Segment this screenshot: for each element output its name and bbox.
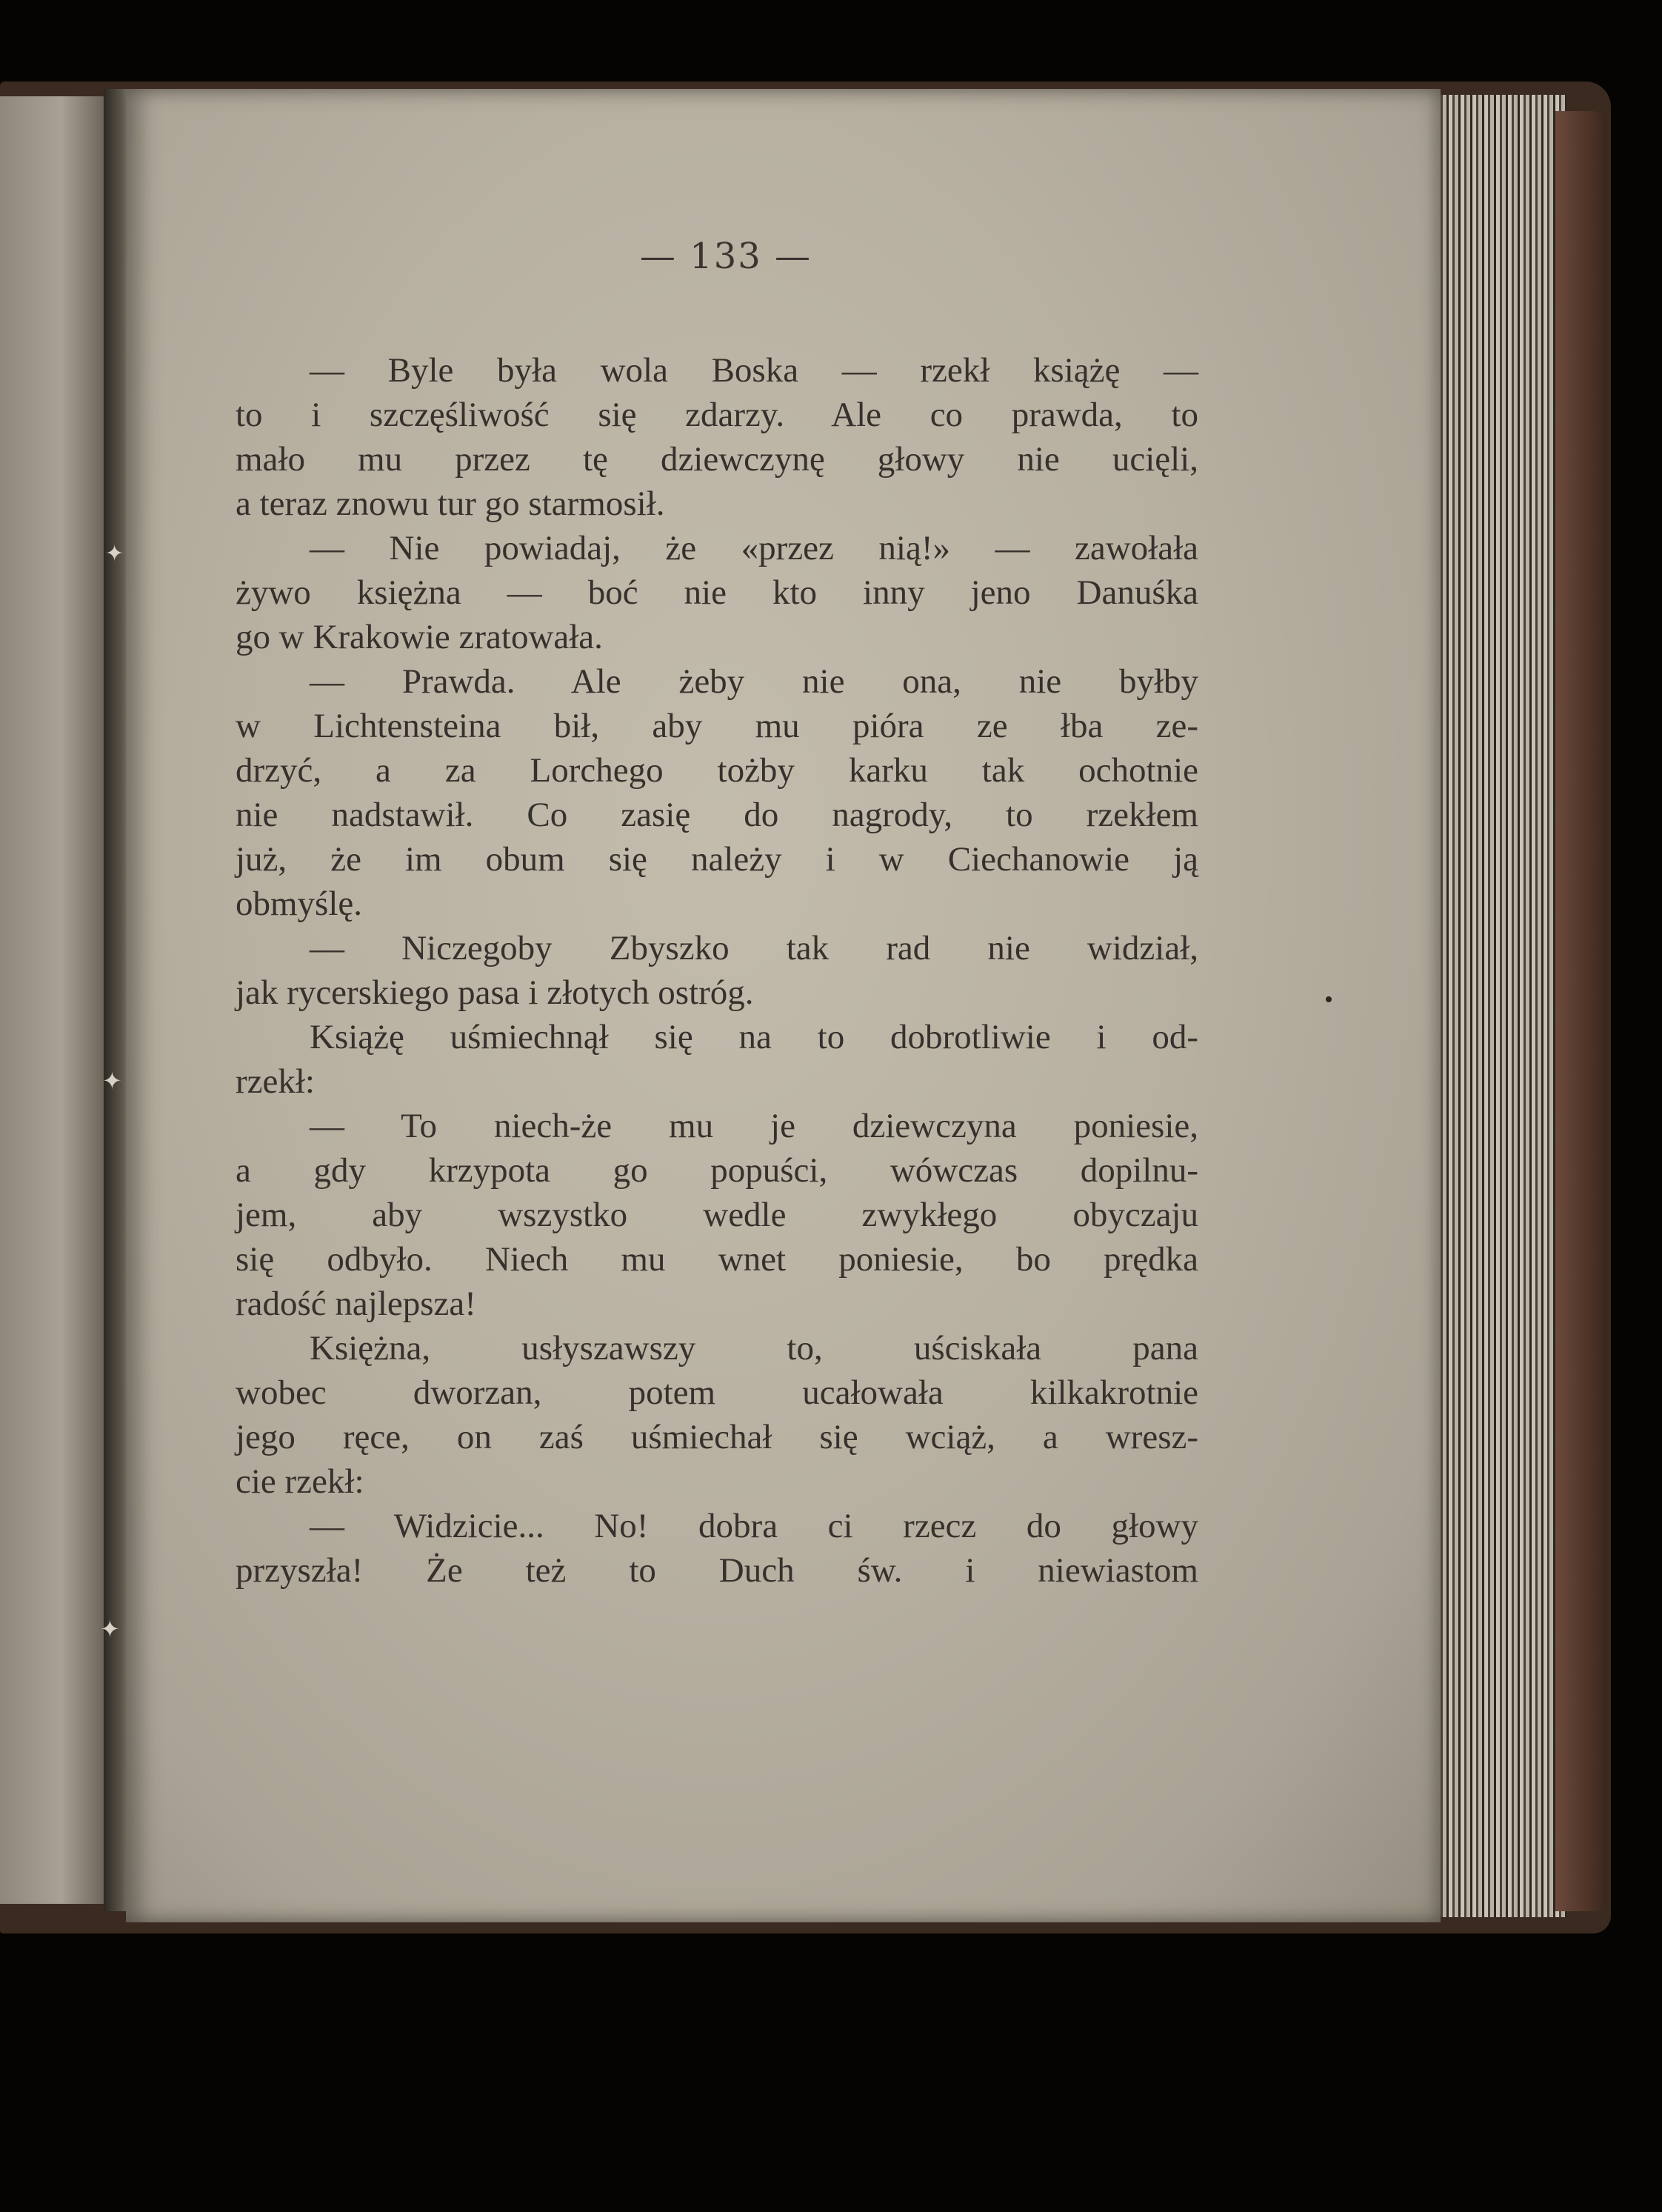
text-line: radość najlepsza! — [236, 1285, 476, 1323]
page-number: — 133 — — [639, 236, 812, 277]
text-line: — Nie powiadaj, że «przez nią!» — zawołała — [310, 529, 1198, 567]
left-margin-mark-1: ✦ — [105, 541, 124, 567]
page-stack-edges — [1437, 95, 1566, 1917]
text-line: a teraz znowu tur go starmosił. — [236, 484, 665, 523]
text-line: Księżna, usłyszawszy to, uściskała pana — [310, 1329, 1198, 1367]
text-line: drzyć, a za Lorchego tożby karku tak ochotnie — [236, 751, 1198, 790]
text-line: obmyślę. — [236, 885, 363, 923]
left-margin-mark-2: ✦ — [102, 1067, 122, 1095]
text-line: jem, aby wszystko wedle zwykłego obyczaju — [236, 1196, 1198, 1234]
text-line: jak rycerskiego pasa i złotych ostróg. — [236, 973, 754, 1012]
text-line: a gdy krzypota go popuści, wówczas dopilnu- — [236, 1151, 1198, 1190]
text-line: — Niczegoby Zbyszko tak rad nie widział, — [310, 929, 1198, 967]
text-line: w Lichtensteina bił, aby mu pióra ze łba ze- — [236, 707, 1198, 745]
ink-speck — [1326, 996, 1332, 1002]
text-line: wobec dworzan, potem ucałowała kilkakrotnie — [236, 1373, 1198, 1412]
text-line: — Prawda. Ale żeby nie ona, nie byłby — [310, 662, 1198, 701]
text-line: to i szczęśliwość się zdarzy. Ale co prawda, to — [236, 396, 1198, 434]
text-line: żywo księżna — boć nie kto inny jeno Danuśka — [236, 573, 1198, 612]
text-line: go w Krakowie zratowała. — [236, 618, 603, 656]
book-cover-edge — [1555, 111, 1607, 1911]
text-line: przyszła! Że też to Duch św. i niewiastom — [236, 1551, 1198, 1590]
left-margin-mark-3: ✦ — [100, 1615, 120, 1643]
text-line: się odbyło. Niech mu wnet poniesie, bo prędka — [236, 1240, 1198, 1279]
text-line: już, że im obum się należy i w Ciechanowie ją — [236, 840, 1198, 879]
page-text — [236, 348, 1198, 1593]
text-line: nie nadstawił. Co zasię do nagrody, to rzekłem — [236, 796, 1198, 834]
text-line: — To niech-że mu je dziewczyna poniesie, — [310, 1107, 1198, 1145]
text-line: mało mu przez tę dziewczynę głowy nie ucięli, — [236, 440, 1198, 479]
left-page-edge — [0, 96, 111, 1904]
text-line: cie rzekł: — [236, 1462, 364, 1501]
text-line: — Byle była wola Boska — rzekł książę — — [310, 351, 1198, 390]
text-line: jego ręce, on zaś uśmiechał się wciąż, a wresz- — [236, 1418, 1198, 1456]
text-line: rzekł: — [236, 1062, 315, 1101]
text-line: — Widzicie... No! dobra ci rzecz do głowy — [310, 1507, 1198, 1545]
text-line: Książę uśmiechnął się na to dobrotliwie i od- — [310, 1018, 1198, 1056]
